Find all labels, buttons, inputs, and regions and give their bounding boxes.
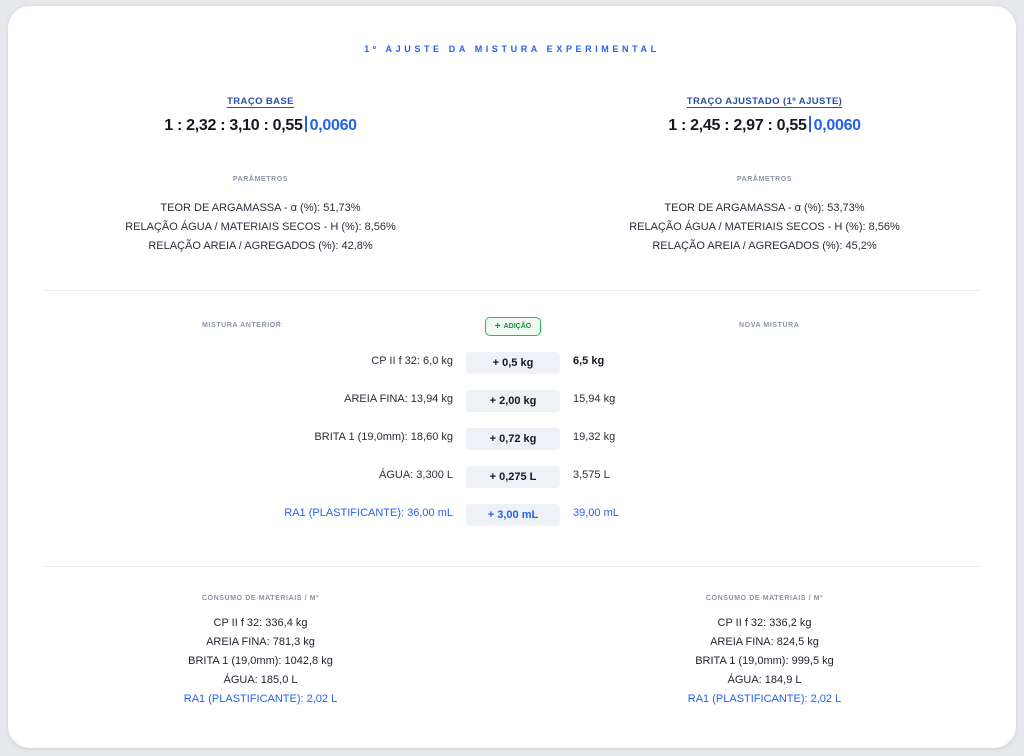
consumption-line: CP II f 32: 336,4 kg — [213, 617, 308, 629]
consumption-heading: CONSUMO DE MATERIAIS / M³ — [201, 595, 320, 602]
addition-badge-label: ADIÇÃO — [503, 323, 532, 330]
next-value: 6,5 kg — [573, 355, 605, 367]
divider — [44, 566, 980, 567]
delta-value: + 3,00 mL — [466, 504, 560, 526]
next-value: 15,94 kg — [573, 393, 616, 405]
param-line: TEOR DE ARGAMASSA - α (%): 53,73% — [664, 202, 865, 214]
base-trace-label: TRAÇO BASE — [227, 96, 294, 107]
prev-mix-heading: MISTURA ANTERIOR — [202, 322, 282, 329]
consumption-line: RA1 (PLASTIFICANTE): 2,02 L — [183, 693, 338, 705]
separator-bar — [305, 116, 307, 132]
page-title: 1º AJUSTE DA MISTURA EXPERIMENTAL — [364, 44, 660, 54]
consumption-line: RA1 (PLASTIFICANTE): 2,02 L — [687, 693, 842, 705]
consumption-right — [513, 595, 1016, 709]
next-value: 39,00 mL — [573, 507, 619, 519]
consumption-line: AREIA FINA: 781,3 kg — [206, 636, 315, 648]
plus-icon: + — [494, 320, 501, 332]
prev-value: ÁGUA: 3,300 L — [379, 469, 453, 481]
next-value: 19,32 kg — [573, 431, 616, 443]
prev-value: BRITA 1 (19,0mm): 18,60 kg — [314, 431, 453, 443]
mix-row — [8, 352, 1016, 374]
delta-value: + 0,275 L — [466, 466, 560, 488]
consumption-line: ÁGUA: 185,0 L — [223, 674, 298, 686]
divider — [44, 290, 980, 291]
param-line: RELAÇÃO AREIA / AGREGADOS (%): 42,8% — [148, 240, 373, 252]
prev-value: RA1 (PLASTIFICANTE): 36,00 mL — [284, 507, 453, 519]
param-line: RELAÇÃO ÁGUA / MATERIAIS SECOS - H (%): 8,56% — [629, 221, 900, 233]
mix-row — [8, 428, 1016, 450]
consumption-line: ÁGUA: 184,9 L — [727, 674, 802, 686]
mix-row — [8, 390, 1016, 412]
delta-value: + 0,5 kg — [466, 352, 560, 374]
adjusted-trace-value — [513, 116, 1016, 135]
adjusted-trace-additive: 0,0060 — [813, 117, 861, 134]
base-trace-section — [8, 96, 513, 135]
base-trace-ratio: 1 : 2,32 : 3,10 : 0,55 — [164, 117, 303, 134]
base-trace-value — [8, 116, 513, 135]
consumption-line: BRITA 1 (19,0mm): 999,5 kg — [695, 655, 834, 667]
adjusted-trace-ratio: 1 : 2,45 : 2,97 : 0,55 — [668, 117, 807, 134]
prev-value: CP II f 32: 6,0 kg — [371, 355, 453, 367]
base-trace-additive: 0,0060 — [309, 117, 357, 134]
prev-value: AREIA FINA: 13,94 kg — [344, 393, 453, 405]
param-line: TEOR DE ARGAMASSA - α (%): 51,73% — [160, 202, 361, 214]
adjusted-params — [513, 176, 1016, 256]
separator-bar — [809, 116, 811, 132]
consumption-line: AREIA FINA: 824,5 kg — [710, 636, 819, 648]
mix-row — [8, 504, 1016, 526]
consumption-heading: CONSUMO DE MATERIAIS / M³ — [705, 595, 824, 602]
adjusted-trace-label: TRAÇO AJUSTADO (1º AJUSTE) — [686, 96, 843, 107]
delta-value: + 2,00 kg — [466, 390, 560, 412]
delta-value: + 0,72 kg — [466, 428, 560, 450]
params-heading: PARÂMETROS — [232, 176, 289, 183]
param-line: RELAÇÃO ÁGUA / MATERIAIS SECOS - H (%): 8,56% — [125, 221, 396, 233]
mix-row — [8, 466, 1016, 488]
params-heading: PARÂMETROS — [736, 176, 793, 183]
consumption-line: BRITA 1 (19,0mm): 1042,8 kg — [188, 655, 333, 667]
param-line: RELAÇÃO AREIA / AGREGADOS (%): 45,2% — [652, 240, 877, 252]
adjusted-trace-section — [513, 96, 1016, 135]
new-mix-heading: NOVA MISTURA — [739, 322, 800, 329]
adjustment-card — [8, 6, 1016, 748]
consumption-left — [8, 595, 513, 709]
addition-badge — [485, 317, 541, 336]
consumption-line: CP II f 32: 336,2 kg — [717, 617, 812, 629]
next-value: 3,575 L — [573, 469, 610, 481]
base-params — [8, 176, 513, 256]
